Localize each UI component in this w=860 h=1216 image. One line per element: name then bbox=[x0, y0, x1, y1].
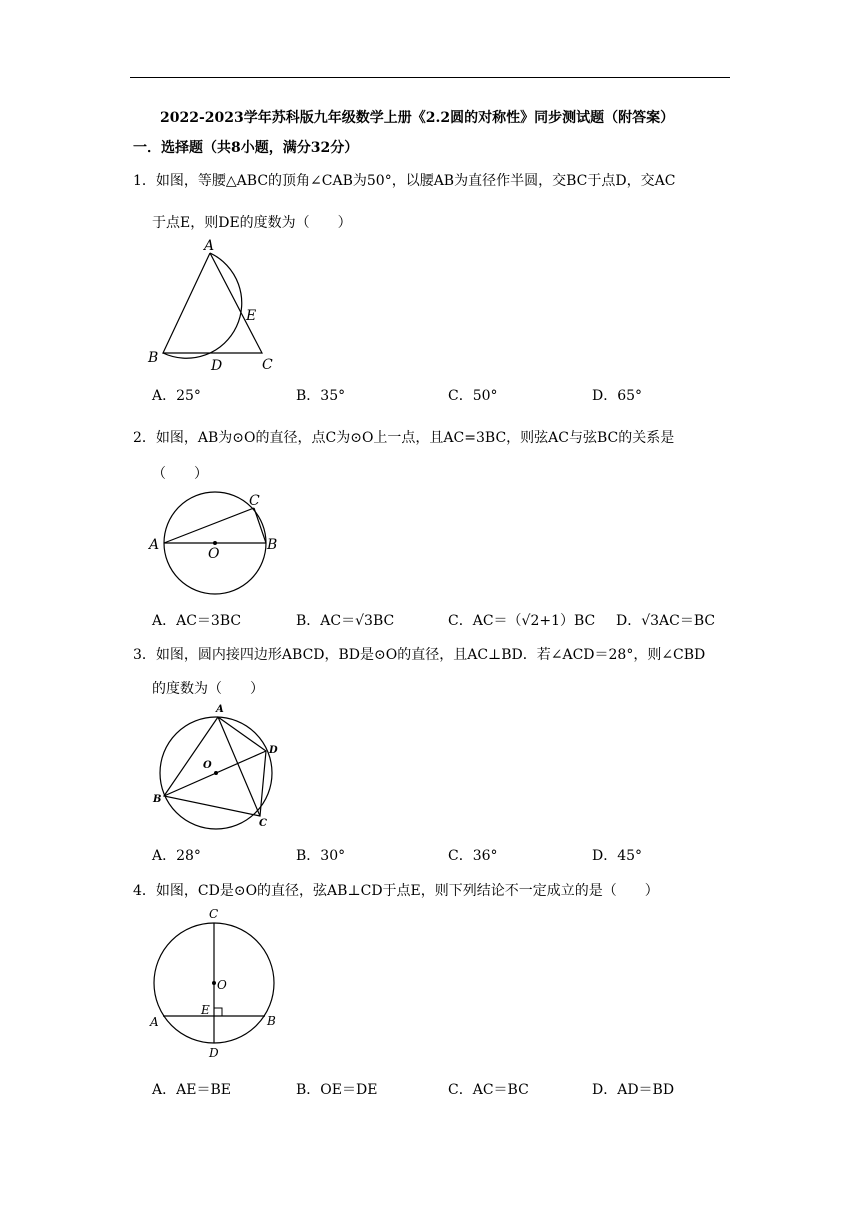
q3-label-a: A bbox=[216, 704, 224, 715]
question-1-line-2: 于点E，则DE的度数为（ ） bbox=[152, 215, 352, 231]
q4-label-d: D bbox=[209, 1046, 219, 1060]
q2-option-d: D．√3AC＝BC bbox=[616, 613, 716, 629]
q4-label-a: A bbox=[150, 1015, 159, 1029]
q4-label-c: C bbox=[209, 907, 219, 921]
q1-option-b: B．35° bbox=[296, 388, 346, 404]
q3-option-a: A．28° bbox=[152, 848, 201, 864]
question-3-line-2: 的度数为（ ） bbox=[152, 681, 264, 697]
q2-label-b: B bbox=[267, 537, 278, 553]
question-2-line-2: （ ） bbox=[152, 466, 208, 482]
q2-option-a: A．AC＝3BC bbox=[152, 613, 242, 629]
q4-option-b: B．OE＝DE bbox=[296, 1082, 378, 1098]
question-3-line-1: 3．如图，圆内接四边形ABCD，BD是⊙O的直径，且AC⊥BD．若∠ACD＝28°，则∠CBD bbox=[133, 647, 706, 663]
q1-label-c: C bbox=[262, 357, 273, 373]
q1-option-c: C．50° bbox=[448, 388, 498, 404]
q2-option-c: C．AC＝（√2+1）BC bbox=[448, 613, 596, 629]
q4-option-c: C．AC＝BC bbox=[448, 1082, 529, 1098]
q2-option-b: B．AC＝√3BC bbox=[296, 613, 395, 629]
q4-label-o: O bbox=[217, 978, 227, 992]
question-4-line-1: 4．如图，CD是⊙O的直径，弦AB⊥CD于点E，则下列结论不一定成立的是（ ） bbox=[133, 883, 659, 899]
q3-label-b: B bbox=[153, 794, 162, 805]
q3-option-b: B．30° bbox=[296, 848, 346, 864]
q2-label-c: C bbox=[249, 493, 260, 509]
q2-label-a: A bbox=[149, 537, 160, 553]
q4-option-d: D．AD＝BD bbox=[592, 1082, 675, 1098]
q4-label-e: E bbox=[201, 1003, 210, 1017]
q3-option-c: C．36° bbox=[448, 848, 498, 864]
question-1-figure bbox=[140, 236, 290, 376]
document-title: 2022-2023学年苏科版九年级数学上册《2.2圆的对称性》同步测试题（附答案） bbox=[160, 110, 675, 126]
q1-label-a: A bbox=[204, 238, 215, 254]
q4-option-a: A．AE＝BE bbox=[152, 1082, 231, 1098]
q4-label-b: B bbox=[267, 1014, 276, 1028]
question-2-line-1: 2．如图，AB为⊙O的直径，点C为⊙O上一点，且AC=3BC，则弦AC与弦BC的关系是 bbox=[133, 430, 675, 446]
section-heading: 一．选择题（共8小题，满分32分） bbox=[133, 140, 359, 156]
q1-label-b: B bbox=[148, 350, 159, 366]
q3-label-c: C bbox=[259, 818, 267, 829]
q1-label-e: E bbox=[246, 308, 257, 324]
q1-option-a: A．25° bbox=[152, 388, 201, 404]
question-1-line-1: 1．如图，等腰△ABC的顶角∠CAB为50°，以腰AB为直径作半圆，交BC于点D，交AC bbox=[133, 173, 676, 189]
q3-option-d: D．45° bbox=[592, 848, 643, 864]
q3-label-o: O bbox=[203, 760, 212, 771]
header-rule bbox=[130, 77, 730, 78]
q3-label-d: D bbox=[269, 745, 278, 756]
q2-label-o: O bbox=[208, 546, 220, 562]
q1-label-d: D bbox=[211, 358, 223, 374]
question-2-figure bbox=[145, 490, 295, 600]
q1-option-d: D．65° bbox=[592, 388, 643, 404]
question-3-figure bbox=[150, 700, 290, 830]
question-4-figure bbox=[145, 905, 295, 1065]
